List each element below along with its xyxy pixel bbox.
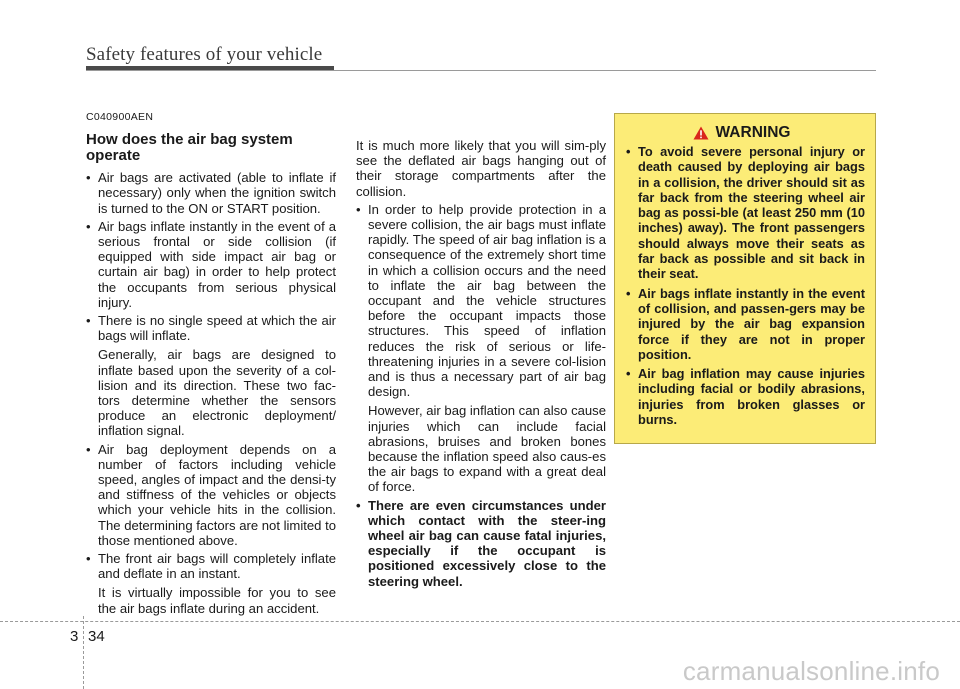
warning-item: • To avoid severe personal injury or death caused by deploying air bags in a collision, the driver should sit as far back from the steering wheel air bag as possi-ble (at least 250 mm (10 inches) away). The front passengers should always move their seats as far back as possible and sit back in their seat.: [626, 144, 865, 282]
warning-item: • Air bag inflation may cause injuries including facial or bodily abrasions, injuries from broken glasses or burns.: [626, 366, 865, 427]
list-item-text: The front air bags will completely inflate and deflate in an instant.: [98, 551, 336, 582]
warning-triangle-icon: [693, 126, 709, 140]
middle-column: [356, 138, 606, 592]
list-item: [86, 442, 336, 548]
header-title: Safety features of your vehicle: [86, 44, 323, 65]
footer-rule: [0, 621, 960, 622]
list-item: [356, 202, 606, 495]
list-item: [86, 551, 336, 616]
list-item: [356, 498, 606, 589]
list-item: [86, 313, 336, 439]
list-item-text: There are even circumstances under which contact with the steer-ing wheel air bag can cause fatal injuries, especially if the occupant is positioned excessively close to the steering wheel.: [368, 497, 606, 589]
warning-header: [618, 124, 865, 142]
section-code: C040900AEN: [86, 111, 154, 123]
warning-bullet-list: [626, 144, 865, 427]
left-column: [86, 110, 336, 619]
list-item-text: Air bags are activated (able to inflate if necessary) only when the ignition switch is turned to the ON or START position.: [98, 170, 336, 216]
section-heading: How does the air bag system operate: [86, 131, 293, 165]
list-item-extra: It is virtually impossible for you to see the air bags inflate during an accident.: [98, 585, 336, 616]
list-item-text: Air bags inflate instantly in the event of a serious frontal or side collision (if equipped with side impact air bag or curtain air bag) in order to help protect the occupants from serious physical injury.: [98, 218, 336, 310]
warning-title: WARNING: [715, 124, 791, 141]
page-section-number: 3: [70, 628, 79, 645]
middle-bullet-list: [356, 202, 606, 589]
list-item-extra: However, air bag inflation can also cause injuries which can include facial abrasions, bruises and broken bones because the inflation speed also caus-es the air bags to expand with a great deal of force.: [368, 403, 607, 495]
footer-divider: [83, 616, 84, 689]
list-item: [86, 170, 336, 216]
page-number: 34: [88, 628, 105, 645]
list-item-text: There is no single speed at which the air bags will inflate.: [98, 313, 336, 344]
list-item-text: In order to help provide protection in a severe collision, the air bags must inflate rapidly. The speed of air bag inflation is a consequence of the extremely short time in which a collision occurs and the need to inflate the air bag between the occupant and the vehicle structures before the occupant impacts those structures. This speed of inflation reduces the risk of serious or life-threatening injuries in a severe col-lision and is thus a necessary part of air bag design.: [368, 201, 606, 400]
warning-item: • Air bags inflate instantly in the event of collision, and passen-gers may be injured by the air bag expansion force if they are not in proper position.: [626, 286, 865, 362]
warning-box: [614, 113, 876, 444]
list-item-text: Air bag deployment depends on a number of factors including vehicle speed, angles of impact and the densi-ty and stiffness of the vehicles or objects which your vehicle hits in the collision. The determining factors are not limited to those mentioned above.: [98, 441, 336, 548]
list-item: [86, 219, 336, 310]
list-item-extra: Generally, air bags are designed to inflate based upon the severity of a col-lision and its direction. These two fac-tors determine whether the sensors produce an electronic deployment/ inflation signal.: [98, 347, 336, 439]
watermark: carmanualsonline.info: [682, 656, 940, 686]
continued-paragraph: It is much more likely that you will sim-ply see the deflated air bags hanging out of their storage compartments after the collision.: [356, 138, 606, 199]
header-rule: [86, 70, 876, 71]
left-bullet-list: [86, 170, 336, 616]
